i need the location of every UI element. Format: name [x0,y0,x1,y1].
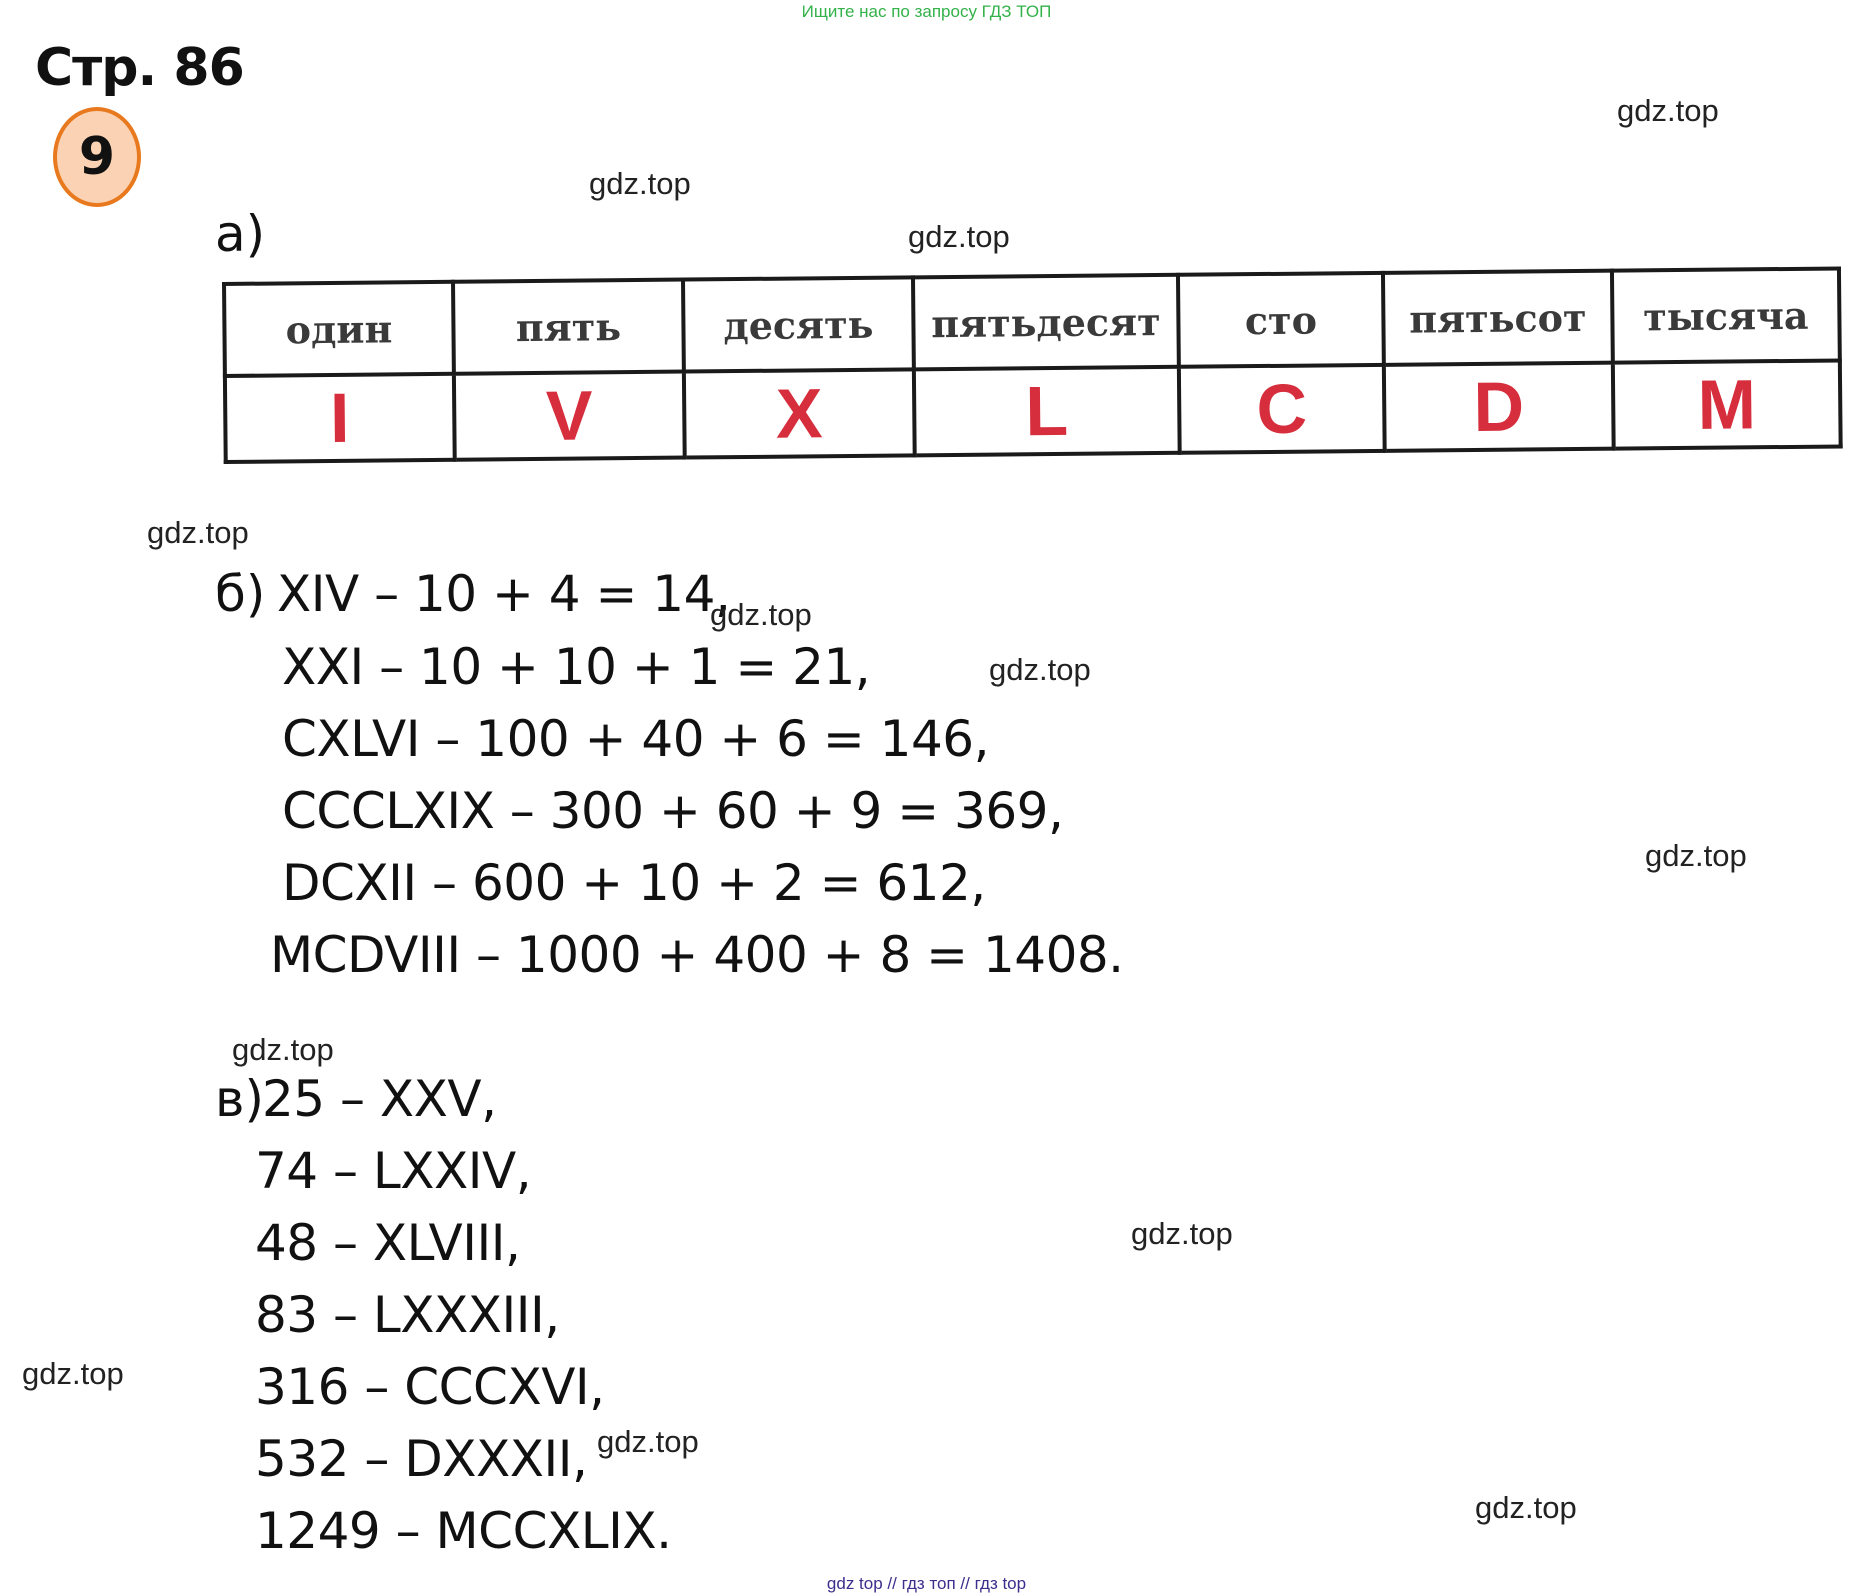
part-a-label: а) [215,205,266,263]
part-b-label: б) [215,565,266,623]
watermark: gdz.top [597,1424,699,1459]
table-cell-numeral: M [1613,360,1841,448]
watermark: gdz.top [1617,93,1719,128]
part-b-line: CCCLXIX – 300 + 60 + 9 = 369, [282,782,1064,840]
watermark: gdz.top [147,515,249,550]
part-b-line: CXLVI – 100 + 40 + 6 = 146, [282,710,990,768]
watermark: gdz.top [22,1356,124,1391]
task-number-badge [53,107,141,207]
watermark: gdz.top [1645,838,1747,873]
table-cell-numeral: L [914,367,1180,456]
page-title: Стр. 86 [35,38,244,98]
table-cell-numeral: D [1384,363,1614,451]
part-c-line: 74 – LXXIV, [255,1142,532,1200]
table-cell-numeral: C [1179,365,1385,453]
watermark: gdz.top [989,652,1091,687]
watermark: gdz.top [710,597,812,632]
table-cell-name: пять [453,280,684,374]
table-cell-numeral: V [454,372,685,460]
part-b-line: XIV – 10 + 4 = 14, [277,565,731,623]
part-c-line: 1249 – MCCXLIX. [255,1502,672,1560]
part-c-line: 25 – XXV, [262,1070,497,1128]
watermark: gdz.top [589,166,691,201]
watermark: gdz.top [1131,1216,1233,1251]
watermark: gdz.top [232,1032,334,1067]
watermark: gdz.top [908,219,1010,254]
footer-links: gdz top // гдз топ // гдз top [826,1574,1027,1593]
part-c-line: 316 – CCCXVI, [255,1358,605,1416]
table-cell-name: пятьсот [1383,271,1613,365]
roman-numerals-table [222,266,1843,464]
task-number: 9 [78,127,116,187]
table-cell-numeral: X [684,369,915,457]
part-c-label: в) [215,1070,264,1128]
table-cell-name: сто [1178,273,1384,367]
part-b-line: DCXII – 600 + 10 + 2 = 612, [282,854,986,912]
table-cell-name: пятьдесят [913,275,1179,370]
part-c-line: 48 – XLVIII, [255,1214,521,1272]
table-cell-numeral: I [225,374,455,462]
watermark: gdz.top [1475,1490,1577,1525]
table-cell-name: десять [683,277,914,371]
part-b-line: XXI – 10 + 10 + 1 = 21, [282,638,871,696]
part-c-line: 532 – DXXXII, [255,1430,588,1488]
table-cell-name: один [224,282,454,376]
part-b-line: MCDVIII – 1000 + 400 + 8 = 1408. [270,926,1124,984]
top-banner: Ищите нас по запросу ГДЗ ТОП [801,2,1052,21]
table-cell-name: тысяча [1612,268,1840,362]
part-c-line: 83 – LXXXIII, [255,1286,560,1344]
